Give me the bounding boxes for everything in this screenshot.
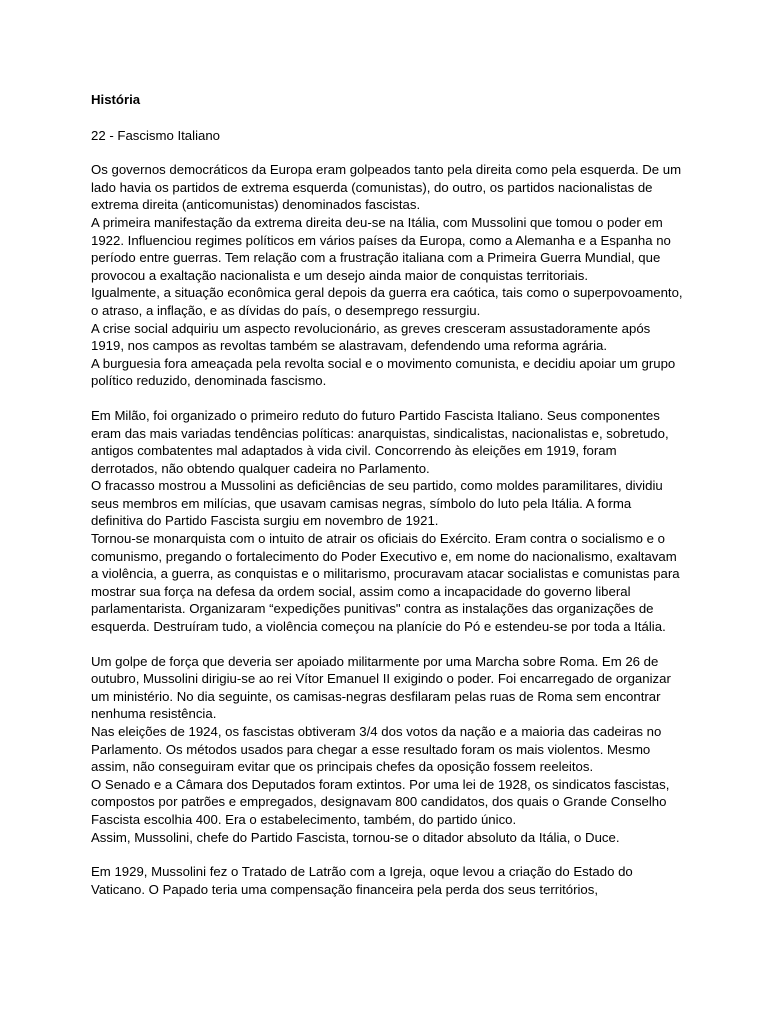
paragraph: Os governos democráticos da Europa eram golpeados tanto pela direita como pela esquerda. De um lado havia os partidos de extrema esquerda (comunistas), do outro, os partidos nacionalistas de extrema direita (anticomunistas) denominados fascistas. [91,162,682,213]
section-2 [91,407,683,636]
document-body [91,91,683,915]
section-1 [91,161,683,390]
paragraph: Em Milão, foi organizado o primeiro reduto do futuro Partido Fascista Italiano. Seus componentes eram das mais variadas tendências políticas: anarquistas, sindicalistas, nacionalistas e, sobretudo, antigos combatentes mal adaptados à vida civil. Concorrendo às eleições em 1919, foram derrotados, não obtendo qualquer cadeira no Parlamento. [91,407,669,476]
paragraph: Nas eleições de 1924, os fascistas obtiveram 3/4 dos votos da nação e a maioria das cadeiras no Parlamento. Os métodos usados para chegar a esse resultado foram os mais violentos. Mesmo assim, não conseguiram evitar que os principais chefes da oposição fossem reeleitos. [91,724,662,775]
paragraph: A burguesia fora ameaçada pela revolta social e o movimento comunista, e decidiu apoiar um grupo político reduzido, denominada fascismo. [91,355,676,389]
paragraph: O fracasso mostrou a Mussolini as deficiências de seu partido, como moldes paramilitares, dividiu seus membros em milícias, que usavam camisas negras, símbolo do luto pela Itália. A forma definitiva do Partido Fascista surgiu em novembro de 1921. [91,478,663,529]
paragraph: Assim, Mussolini, chefe do Partido Fascista, tornou-se o ditador absoluto da Itália, o Duce. [91,829,620,845]
paragraph: O Senado e a Câmara dos Deputados foram extintos. Por uma lei de 1928, os sindicatos fascistas, compostos por patrões e empregados, designavam 800 candidatos, dos quais o Grande Conselho Fascista escolhia 400. Era o estabelecimento, também, do partido único. [91,776,670,827]
paragraph: Em 1929, Mussolini fez o Tratado de Latrão com a Igreja, oque levou a criação do Estado do Vaticano. O Papado teria uma compensação financeira pela perda dos seus territórios, [91,864,633,897]
section-4 [91,863,683,898]
paragraph: Tornou-se monarquista com o intuito de atrair os oficiais do Exército. Eram contra o socialismo e o comunismo, pregando o fortalecimento do Poder Executivo e, em nome do nacionalismo, exaltavam a violência, a guerra, as conquistas e o militarismo, procuravam atacar socialistas e comunistas para mostrar sua força na defesa da ordem social, assim como a incapacidade do governo liberal parlamentarista. Organizaram “expedições punitivas" contra as instalações das organizações de esquerda. Destruíram tudo, a violência começou na planície do Pó e estendeu-se por toda a Itália. [91,531,680,635]
paragraph: Um golpe de força que deveria ser apoiado militarmente por uma Marcha sobre Roma. Em 26 de outubro, Mussolini dirigiu-se ao rei Vítor Emanuel II exigindo o poder. Foi encarregado de organizar um ministério. No dia seguinte, os camisas-negras desfilaram pelas ruas de Roma sem encontrar nenhuma resistência. [91,653,671,722]
section-3 [91,653,683,847]
document-subtitle: 22 - Fascismo Italiano [91,127,220,143]
document-heading: História [91,92,141,107]
paragraph: A primeira manifestação da extrema direita deu-se na Itália, com Mussolini que tomou o poder em 1922. Influenciou regimes políticos em vários países da Europa, como a Alemanha e a Espanha no período entre guerras. Tem relação com a frustração italiana com a Primeira Guerra Mundial, que provocou a exaltação nacionalista e um desejo ainda maior de conquistas territoriais. [91,214,671,283]
paragraph: A crise social adquiriu um aspecto revolucionário, as greves cresceram assustadoramente após 1919, nos campos as revoltas também se alastravam, defendendo uma reforma agrária. [91,320,651,354]
paragraph: Igualmente, a situação econômica geral depois da guerra era caótica, tais como o superpovoamento, o atraso, a inflação, e as dívidas do país, o desemprego ressurgiu. [91,285,683,318]
